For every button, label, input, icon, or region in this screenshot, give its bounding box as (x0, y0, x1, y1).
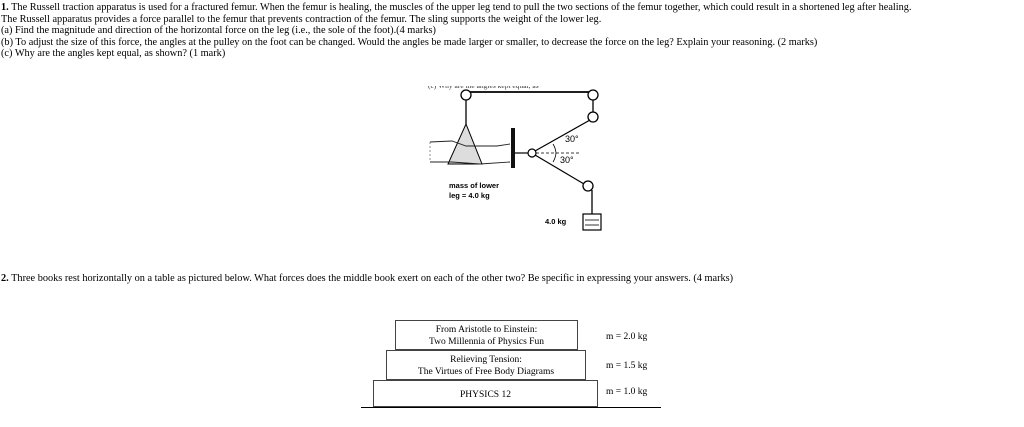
sling (448, 124, 482, 164)
mass-label-top-book: m = 2.0 kg (606, 332, 648, 342)
q2-text: Three books rest horizontally on a table as pictured below. What forces does the middle book exert on each of the other two? Be specific in expressing your answers. (4 marks) (11, 273, 734, 284)
angle-arc-top (553, 144, 556, 153)
table-surface (361, 407, 661, 408)
foot-board (511, 128, 515, 168)
hanging-mass-label: 4.0 kg (545, 217, 567, 226)
book-bottom (373, 380, 598, 407)
book-top-title-line1: From Aristotle to Einstein: (435, 325, 538, 335)
q1-line1-text: The Russell traction apparatus is used for a fractured femur. When the femur is healing, the muscles of the upper leg tend to pull the two sections of the femur together, which could result in a shortened leg after healing. (11, 2, 912, 13)
pulley-top-right (588, 90, 598, 100)
q1-part-c: (c) Why are the angles kept equal, as shown? (1 mark) (1, 48, 226, 59)
book-top-title-line2: Two Millennia of Physics Fun (429, 337, 544, 347)
q1-part-b: (b) To adjust the size of this force, the angles at the pulley on the foot can be changed. Would the angles be made larger or smaller, to decrease the force on the leg? Explain your reasoning. (2 marks) (1, 36, 818, 48)
angle-label-top: 30° (565, 134, 579, 144)
q1-number: 1. (1, 2, 9, 13)
angle-arc-bottom (553, 153, 556, 162)
book-top (395, 320, 578, 350)
q2-text-line (1, 273, 733, 285)
book-bottom-title: PHYSICS 12 (460, 390, 511, 400)
pulley-bottom-right (583, 181, 593, 191)
mass-label-middle-book: m = 1.5 kg (606, 361, 648, 371)
hanging-mass (583, 214, 601, 230)
clip-mask (428, 80, 598, 86)
pulley-top-left (461, 90, 471, 100)
book-middle-title-line2: The Virtues of Free Body Diagrams (417, 367, 555, 377)
mass-label-bottom-book: m = 1.0 kg (606, 387, 648, 397)
leg-mass-label-line2: leg = 4.0 kg (449, 191, 490, 200)
q1-part-a: (a) Find the magnitude and direction of the horizontal force on the leg (i.e., the sole of the foot).(4 marks) (1, 25, 436, 36)
book-middle-title-line1: Relieving Tension: (450, 355, 522, 365)
q1-intro-line2: The Russell apparatus provides a force parallel to the femur that prevents contraction of the femur. The sling supports the weight of the lower leg. (1, 13, 602, 25)
angle-label-bottom: 30° (560, 155, 574, 165)
rope-upper (535, 120, 590, 151)
book-middle (386, 350, 586, 380)
leg-mass-label-line1: mass of lower (449, 181, 500, 190)
q2-number: 2. (1, 273, 9, 284)
pulley-foot (528, 149, 536, 157)
